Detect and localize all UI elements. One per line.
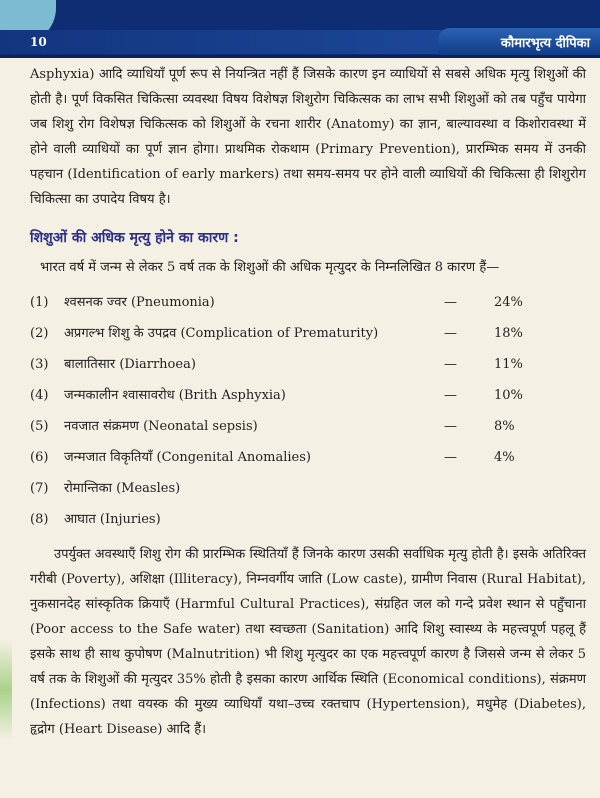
- cause-number: (7): [30, 481, 49, 496]
- cause-item: [30, 414, 586, 445]
- cause-number: (5): [30, 419, 49, 434]
- edge-decoration: [0, 640, 12, 740]
- causes-list: [30, 290, 586, 538]
- cause-dash: —: [444, 388, 457, 403]
- cause-number: (3): [30, 357, 49, 372]
- cause-item: [30, 476, 586, 507]
- cause-label: आघात (Injuries): [64, 512, 161, 527]
- cause-dash: —: [444, 326, 457, 341]
- cause-item: [30, 352, 586, 383]
- page-body: [30, 62, 586, 742]
- cause-label: जन्मजात विकृतियाँ (Congenital Anomalies): [64, 450, 311, 465]
- cause-percent: 8%: [494, 419, 515, 434]
- cause-percent: 11%: [494, 357, 523, 372]
- cause-number: (1): [30, 295, 49, 310]
- cause-item: [30, 383, 586, 414]
- page-number: 10: [30, 35, 47, 49]
- cause-label: जन्मकालीन श्वासावरोध (Brith Asphyxia): [64, 388, 286, 403]
- cause-dash: —: [444, 295, 457, 310]
- cause-number: (8): [30, 512, 49, 527]
- book-title: कौमारभृत्य दीपिका: [500, 36, 590, 51]
- cause-item: [30, 445, 586, 476]
- cause-dash: —: [444, 450, 457, 465]
- cause-dash: —: [444, 419, 457, 434]
- cause-percent: 10%: [494, 388, 523, 403]
- cause-percent: 18%: [494, 326, 523, 341]
- section-heading: शिशुओं की अधिक मृत्यु होने का कारण :: [30, 230, 239, 246]
- cause-dash: —: [444, 357, 457, 372]
- cause-label: श्वसनक ज्वर (Pneumonia): [64, 295, 215, 310]
- cause-label: अप्रगल्भ शिशु के उपद्रव (Complication of Prematurity): [64, 326, 379, 341]
- page-header: [0, 0, 600, 58]
- cause-label: रोमान्तिका (Measles): [64, 481, 181, 496]
- cause-number: (6): [30, 450, 49, 465]
- paragraph-2: उपर्युक्त अवस्थाएँ शिशु रोग की प्रारम्भिक स्थितियाँ हैं जिनके कारण उसकी सर्वाधिक मृत्यु होती है। इसके अतिरिक्त गरीबी (Poverty), अशिक्षा (Illiteracy), निम्नवर्गीय जाति (Low caste), ग्रामीण निवास (Rural Habitat), नुकसानदेह सांस्कृतिक क्रियाएँ (Harmful Cultural Practices), संग्रहित जल को गन्दे प्रवेश स्थान से पहुँचाना (Poor access to the Safe water) तथा स्वच्छता (Sanitation) आदि शिशु स्वास्थ्य के महत्त्वपूर्ण पहलू हैं इसके साथ ही साथ कुपोषण (Malnutrition) भी शिशु मृत्युदर का एक महत्त्वपूर्ण कारण है जिससे जन्म से लेकर 5 वर्ष तक के शिशुओं की मृत्युदर 35% होती है इसका कारण आर्थिक स्थिति (Economical conditions), संक्रमण (Infections) तथा वयस्क की मुख्य व्याधियाँ यथा–उच्च रक्तचाप (Hypertension), मधुमेह (Diabetes), हृद्रोग (Heart Disease) आदि हैं।: [30, 547, 586, 737]
- paragraph-1: Asphyxia) आदि व्याधियाँ पूर्ण रूप से नियन्त्रित नहीं हैं जिसके कारण इन व्याधियों से सबसे अधिक मृत्यु शिशुओं की होती है। पूर्ण विकसित चिकित्सा व्यवस्था विषय विशेषज्ञ शिशुरोग चिकित्सक का लाभ सभी शिशुओं को तब पहुँच पायेगा जब शिशु रोग विशेषज्ञ चिकित्सक को शिशुओं के रचना शारीर (Anatomy) का ज्ञान, बाल्यावस्था व किशोरावस्था में होने वाली व्याधियों का पूर्ण ज्ञान होगा। प्राथमिक रोकथाम (Primary Prevention), प्रारम्भिक समय में उनकी पहचान (Identification of early markers) तथा समय-समय पर होने वाली व्याधियों की चिकित्सा ही शिशुरोग चिकित्सा का उपादेय विषय है।: [30, 67, 586, 207]
- cause-percent: 24%: [494, 295, 523, 310]
- cause-label: नवजात संक्रमण (Neonatal sepsis): [64, 419, 258, 434]
- cause-item: [30, 507, 586, 538]
- cause-percent: 4%: [494, 450, 515, 465]
- cause-item: [30, 290, 586, 321]
- cause-number: (2): [30, 326, 49, 341]
- causes-intro: भारत वर्ष में जन्म से लेकर 5 वर्ष तक के शिशुओं की अधिक मृत्युदर के निम्नलिखित 8 कारण हैं—: [40, 260, 500, 275]
- cause-number: (4): [30, 388, 49, 403]
- cause-label: बालातिसार (Diarrhoea): [64, 357, 196, 372]
- cause-item: [30, 321, 586, 352]
